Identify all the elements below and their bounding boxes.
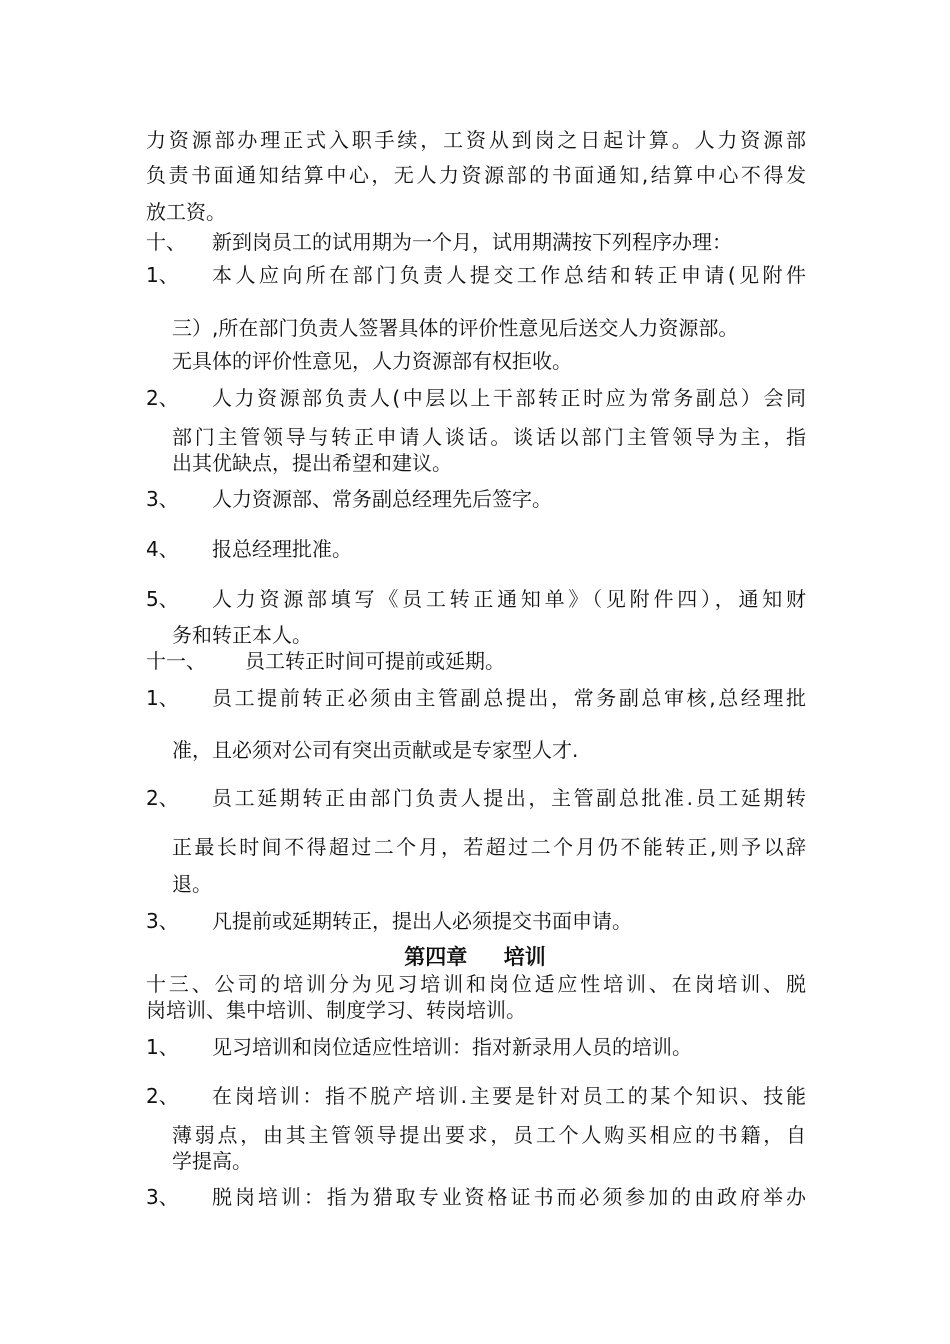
list-number: 1、 [146,1035,179,1059]
text-line: 学提高。 [172,1149,252,1173]
list-number: 1、 [146,263,179,287]
list-number: 2、 [146,1084,179,1108]
text-line: 部门主管领导与转正申请人谈话。谈话以部门主管领导为主，指 [172,425,806,449]
chapter-heading: 第四章 培训 [404,945,546,969]
list-number: 2、 [146,386,179,410]
text-line: 力资源部办理正式入职手续，工资从到岗之日起计算。人力资源部 [146,128,806,152]
text-line: 正最长时间不得超过二个月，若超过二个月仍不能转正,则予以辞 [172,835,806,859]
text-line: 见习培训和岗位适应性培训：指对新录用人员的培训。 [212,1035,692,1059]
text-line: 出其优缺点，提出希望和建议。 [172,451,452,475]
text-line: 凡提前或延期转正，提出人必须提交书面申请。 [212,909,632,933]
article-number: 十、 [146,230,186,254]
text-line: 岗培训、集中培训、制度学习、转岗培训。 [146,998,526,1022]
text-line: 员工延期转正由部门负责人提出，主管副总批准.员工延期转 [212,786,806,810]
text-line: 新到岗员工的试用期为一个月，试用期满按下列程序办理： [212,230,732,254]
text-line: 退。 [172,872,212,896]
list-number: 4、 [146,537,179,561]
list-number: 3、 [146,909,179,933]
text-line: 人力资源部、常务副总经理先后签字。 [212,487,552,511]
article-number: 十一、 [146,649,206,673]
text-line: 人力资源部负责人(中层以上干部转正时应为常务副总）会同 [212,386,806,410]
text-line: 十三、公司的培训分为见习培训和岗位适应性培训、在岗培训、脱 [146,972,806,996]
text-line: 脱岗培训：指为猎取专业资格证书而必须参加的由政府举办 [212,1185,806,1209]
text-line: 在岗培训：指不脱产培训.主要是针对员工的某个知识、技能 [212,1084,806,1108]
text-line: 负责书面通知结算中心，无人力资源部的书面通知,结算中心不得发 [146,163,806,187]
text-line: 本人应向所在部门负责人提交工作总结和转正申请(见附件 [212,263,806,287]
text-line: 准，且必须对公司有突出贡献或是专家型人才. [172,738,579,762]
text-line: 无具体的评价性意见，人力资源部有权拒收。 [172,349,572,373]
text-line: 三）,所在部门负责人签署具体的评价性意见后送交人力资源部。 [172,316,739,340]
text-line: 薄弱点，由其主管领导提出要求，员工个人购买相应的书籍，自 [172,1123,806,1147]
text-line: 务和转正本人。 [172,623,312,647]
list-number: 1、 [146,686,179,710]
text-line: 报总经理批准。 [212,537,352,561]
list-number: 3、 [146,487,179,511]
text-line: 人力资源部填写《员工转正通知单》（见附件四），通知财 [212,587,806,611]
list-number: 2、 [146,786,179,810]
text-line: 放工资。 [146,200,226,224]
list-number: 5、 [146,587,179,611]
text-line: 员工转正时间可提前或延期。 [245,649,505,673]
text-line: 员工提前转正必须由主管副总提出，常务副总审核,总经理批 [212,686,806,710]
list-number: 3、 [146,1185,179,1209]
